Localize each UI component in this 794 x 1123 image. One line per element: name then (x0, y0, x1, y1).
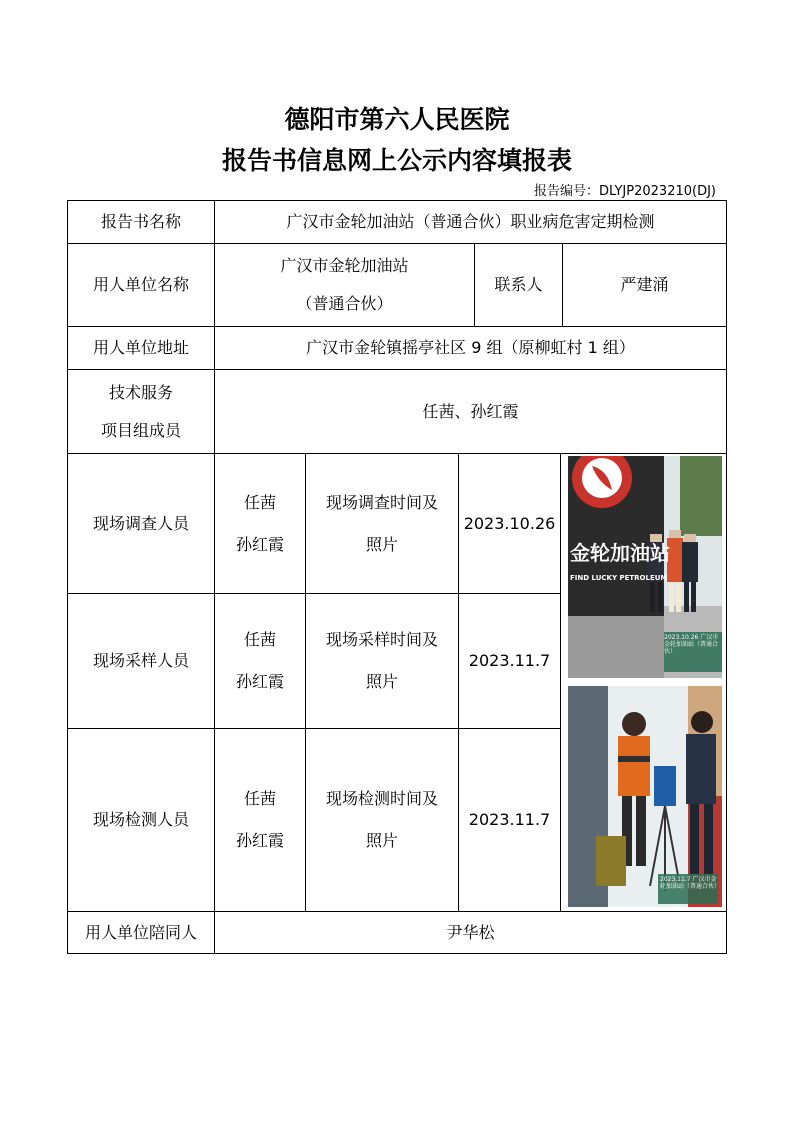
survey-time-label-line1: 现场调查时间及 (325, 492, 438, 512)
survey-person-1: 任茜 (243, 492, 276, 512)
testing-person-1: 任茜 (243, 789, 276, 808)
testing-staff-label: 现场检测人员 (67, 728, 215, 912)
survey-photo-caption: 2023.10.26 广汉市金轮加油站（普通合伙） (664, 634, 719, 656)
project-team-label-line1: 技术服务 (108, 382, 173, 402)
report-name-value: 广汉市金轮加油站（普通合伙）职业病危害定期检测 (214, 200, 727, 244)
employer-name-line1: 广汉市金轮加油站 (280, 256, 409, 275)
testing-staff-value (214, 728, 306, 912)
sampling-staff-value (214, 593, 306, 729)
survey-person-2: 孙红霞 (235, 534, 284, 554)
escort-value: 尹华松 (214, 911, 727, 954)
sampling-staff-label: 现场采样人员 (67, 593, 215, 729)
escort-label: 用人单位陪同人 (67, 911, 215, 954)
testing-photo-illustration (568, 686, 722, 907)
employer-name-label: 用人单位名称 (67, 243, 215, 327)
sampling-time-label-line1: 现场采样时间及 (325, 630, 438, 649)
project-team-label (67, 369, 215, 454)
employer-address-value: 广汉市金轮镇摇亭社区 9 组（原柳虹村 1 组） (214, 326, 727, 370)
contact-value: 严建涌 (562, 243, 727, 327)
document-subtitle: 报告书信息网上公示内容填报表 (221, 146, 572, 175)
sampling-date: 2023.11.7 (458, 593, 561, 729)
survey-staff-value (214, 453, 306, 594)
survey-sign-text: 金轮加油站 (570, 541, 670, 565)
report-number: 报告编号：DLYJP2023210(DJ) (533, 184, 716, 199)
sampling-person-1: 任茜 (243, 630, 276, 649)
survey-date: 2023.10.26 (458, 453, 561, 594)
survey-photo (568, 456, 722, 678)
testing-date: 2023.11.7 (458, 728, 561, 912)
sampling-person-2: 孙红霞 (235, 672, 284, 691)
employer-name-value (214, 243, 475, 327)
testing-time-label-line1: 现场检测时间及 (325, 789, 438, 808)
sampling-time-label-line2: 照片 (365, 672, 398, 691)
survey-time-label (305, 453, 459, 594)
survey-time-label-line2: 照片 (365, 534, 398, 554)
document-title: 德阳市第六人民医院 (284, 105, 510, 134)
report-name-label: 报告书名称 (67, 200, 215, 244)
employer-address-label: 用人单位地址 (67, 326, 215, 370)
sampling-time-label (305, 593, 459, 729)
testing-photo (568, 686, 722, 907)
testing-person-2: 孙红霞 (235, 831, 284, 850)
contact-label: 联系人 (474, 243, 563, 327)
survey-sign-en-text: FIND LUCKY PETROLEUM (570, 574, 668, 582)
testing-time-label-line2: 照片 (365, 831, 398, 850)
project-team-label-line2: 项目组成员 (100, 420, 181, 440)
employer-name-line2: （普通合伙） (296, 294, 393, 313)
testing-photo-caption: 2023.11.7 广汉市金轮加油站（普通合伙） (660, 876, 721, 891)
survey-staff-label: 现场调查人员 (67, 453, 215, 594)
testing-time-label (305, 728, 459, 912)
project-team-value: 任茜、孙红霞 (214, 369, 727, 454)
